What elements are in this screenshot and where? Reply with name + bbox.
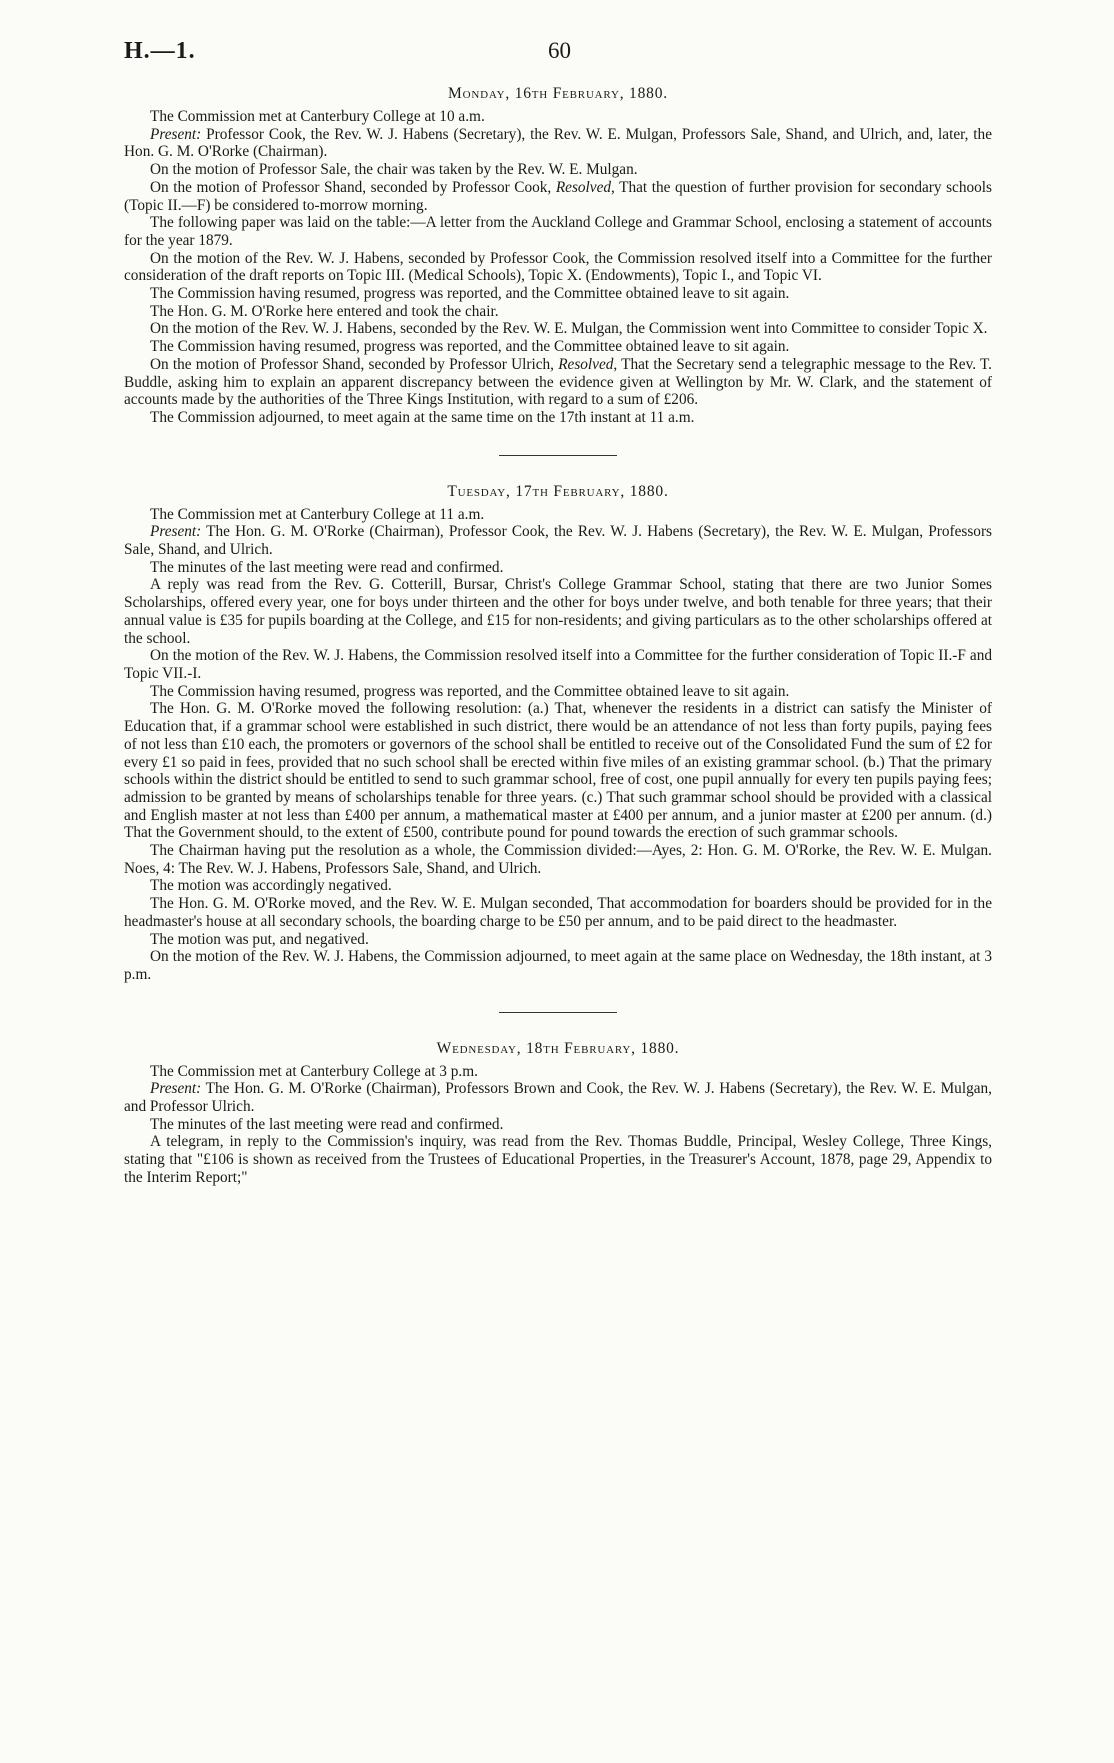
page-header — [124, 38, 992, 84]
paragraph: The Commission having resumed, progress was reported, and the Committee obtained leave to sit again. — [150, 338, 790, 356]
paragraph: A reply was read from the Rev. G. Cotterill, Bursar, Christ's College Grammar School, stating that there are two Junior Somes Scholarships, offered every year, one for boys under thirteen and the other for boys under twelve, and both tenable for three years; that their annual value is £35 for pupils boarding at the College, and £15 for non-residents; and giving particulars as to the other scholarships offered at the school. — [124, 576, 992, 647]
section-divider — [499, 455, 617, 456]
document-reference: H.—1. — [124, 38, 196, 64]
paragraph: The Hon. G. M. O'Rorke moved, and the Rev. W. E. Mulgan seconded, That accommodation for boarders should be provided for in the headmaster's house at all secondary schools, the boarding charge to be £50 per annum, and to be paid direct to the headmaster. — [124, 895, 992, 930]
paragraph: The minutes of the last meeting were read and confirmed. — [150, 558, 504, 576]
section-date-heading: Monday, 16th February, 1880. — [448, 85, 668, 102]
minutes-section-monday — [124, 84, 992, 427]
section-divider — [499, 1012, 617, 1013]
document-page — [124, 38, 992, 1187]
paragraph: The following paper was laid on the table:—A letter from the Auckland College and Grammar School, enclosing a statement of accounts for the year 1879. — [124, 214, 992, 249]
minutes-section-tuesday — [124, 482, 992, 984]
paragraph-present: Present: The Hon. G. M. O'Rorke (Chairman), Professors Brown and Cook, the Rev. W. J. Habens (Secretary), the Rev. W. E. Mulgan, and Professor Ulrich. — [124, 1080, 992, 1116]
paragraph-present: Present: The Hon. G. M. O'Rorke (Chairman), Professor Cook, the Rev. W. J. Habens (Secretary), the Rev. W. E. Mulgan, Professors Sale, Shand, and Ulrich. — [124, 523, 992, 559]
paragraph: On the motion of the Rev. W. J. Habens, seconded by the Rev. W. E. Mulgan, the Commission went into Committee to consider Topic X. — [150, 320, 988, 338]
paragraph: The Commission having resumed, progress was reported, and the Committee obtained leave to sit again. — [150, 285, 790, 303]
paragraph: The Commission met at Canterbury College at 3 p.m. — [150, 1062, 478, 1080]
paragraph: The motion was accordingly negatived. — [150, 877, 392, 895]
paragraph: On the motion of the Rev. W. J. Habens, the Commission resolved itself into a Committee for the further consideration of Topic II.-F and Topic VII.-I. — [124, 647, 992, 682]
paragraph: On the motion of the Rev. W. J. Habens, the Commission adjourned, to meet again at the same place on Wednesday, the 18th instant, at 3 p.m. — [124, 948, 992, 983]
paragraph: On the motion of Professor Sale, the chair was taken by the Rev. W. E. Mulgan. — [150, 161, 638, 179]
paragraph-resolution-text: The Hon. G. M. O'Rorke moved the following resolution: (a.) That, whenever the residents in a district can satisfy the Minister of Education that, if a grammar school were established in such district, there would be an attendance of not less than forty pupils, paying fees of not less than £10 each, the promoters or governors of the school shall be entitled to receive out of the Consolidated Fund the sum of £2 for every £1 so paid in fees, provided that no such school shall be erected within five miles of an existing grammar school. (b.) That the primary schools within the district should be entitled to send to such grammar school, free of cost, one pupil annually for every ten pupils paying fees; admission to be granted by means of scholarships tenable for three years. (c.) That such grammar school should be provided with a classical and English master at not less than £400 per annum, a mathematical master at £400 per annum, and a junior master at £200 per annum. (d.) That the Government should, to the extent of £500, contribute pound for pound towards the erection of such grammar schools. — [124, 700, 992, 842]
paragraph: The Commission met at Canterbury College at 10 a.m. — [150, 108, 485, 125]
paragraph: The Hon. G. M. O'Rorke here entered and took the chair. — [150, 302, 499, 320]
paragraph: The minutes of the last meeting were read and confirmed. — [150, 1115, 504, 1133]
paragraph: The Chairman having put the resolution as a whole, the Commission divided:—Ayes, 2: Hon. G. M. O'Rorke, the Rev. W. E. Mulgan. Noes, 4: The Rev. W. J. Habens, Professors Sale, Shand, and Ulrich. — [124, 842, 992, 877]
paragraph: A telegram, in reply to the Commission's inquiry, was read from the Rev. Thomas Buddle, Principal, Wesley College, Three Kings, stating that "£106 is shown as received from the Trustees of Educational Properties, in the Treasurer's Account, 1878, page 29, Appendix to the Interim Report;" — [124, 1133, 992, 1186]
paragraph: The motion was put, and negatived. — [150, 930, 369, 948]
section-date-heading: Wednesday, 18th February, 1880. — [436, 1039, 680, 1057]
page-number: 60 — [548, 38, 571, 63]
minutes-section-wednesday — [124, 1039, 992, 1187]
paragraph: On the motion of the Rev. W. J. Habens, seconded by Professor Cook, the Commission resolved itself into a Committee for the further consideration of the draft reports on Topic III. (Medical Schools), Topic X. (Endowments), Topic I., and Topic VI. — [124, 249, 992, 285]
paragraph: The Commission adjourned, to meet again at the same time on the 17th instant at 11 a.m. — [150, 408, 695, 426]
section-date-heading: Tuesday, 17th February, 1880. — [447, 482, 669, 500]
paragraph-resolution: On the motion of Professor Shand, seconded by Professor Cook, Resolved, That the question of further provision for secondary schools (Topic II.—F) be considered to-morrow morning. — [124, 178, 992, 214]
paragraph-present: Present: Professor Cook, the Rev. W. J. Habens (Secretary), the Rev. W. E. Mulgan, Professors Sale, Shand, and Ulrich, and, later, the Hon. G. M. O'Rorke (Chairman). — [124, 125, 992, 161]
paragraph: The Commission met at Canterbury College at 11 a.m. — [150, 505, 485, 523]
paragraph: The Commission having resumed, progress was reported, and the Committee obtained leave to sit again. — [150, 682, 790, 700]
paragraph-resolution: On the motion of Professor Shand, seconded by Professor Ulrich, Resolved, That the Secretary send a telegraphic message to the Rev. T. Buddle, asking him to explain an apparent discrepancy between the evidence given at Wellington by Mr. W. Clark, and the statement of accounts made by the authorities of the Three Kings Institution, with regard to a sum of £206. — [124, 355, 992, 409]
